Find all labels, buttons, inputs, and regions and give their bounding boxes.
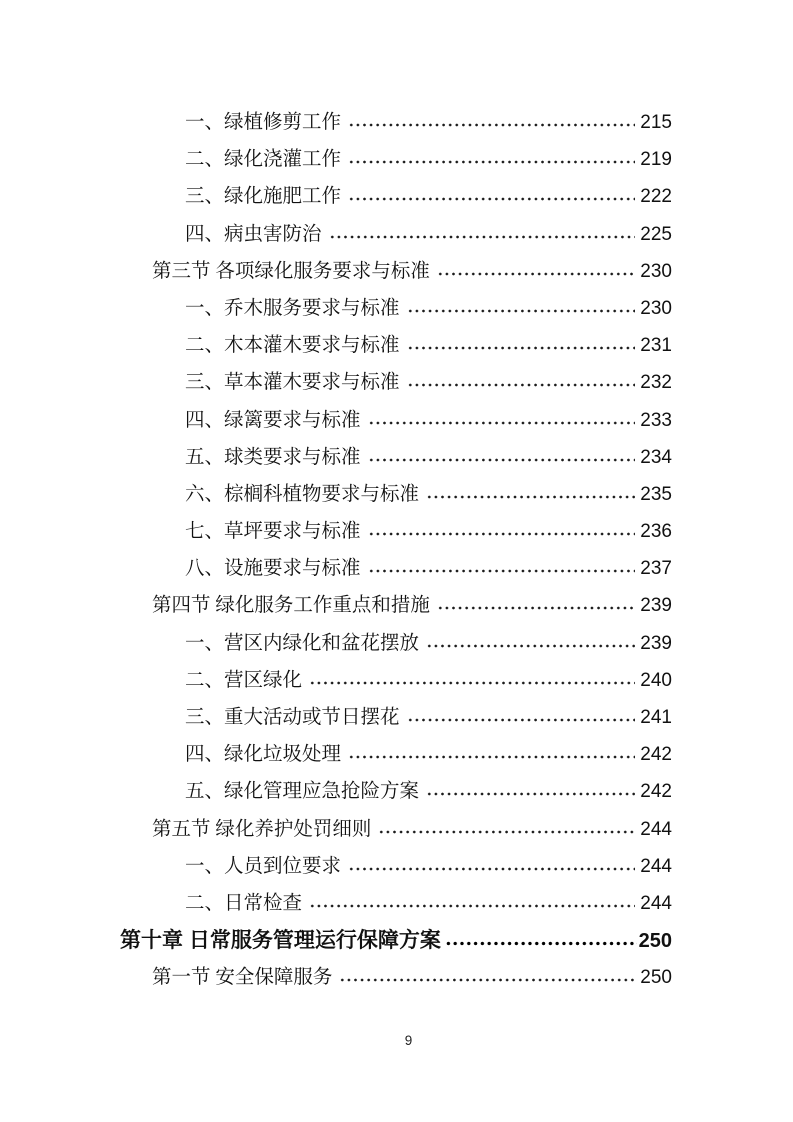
toc-entry-page-number: 231 — [640, 335, 672, 357]
toc-entry-title: 二、绿化浇灌工作 — [185, 149, 342, 171]
dot-leader — [368, 457, 636, 463]
toc-entry-title: 二、营区绿化 — [185, 669, 303, 691]
toc-entry-title: 三、重大活动或节日摆花 — [185, 707, 400, 728]
dot-leader — [339, 977, 635, 983]
toc-entry[interactable] — [120, 589, 672, 626]
toc-entry[interactable] — [120, 441, 672, 478]
dot-leader — [309, 903, 635, 909]
toc-entry-page-number: 222 — [640, 186, 672, 208]
dot-leader — [348, 196, 635, 202]
toc-entry[interactable] — [120, 366, 672, 403]
toc-entry-page-number: 230 — [640, 260, 672, 282]
dot-leader — [407, 345, 636, 351]
dot-leader — [368, 531, 636, 537]
toc-entry-page-number: 242 — [640, 744, 672, 766]
toc-entry-page-number: 230 — [640, 297, 672, 319]
toc-entry-title: 一、绿植修剪工作 — [185, 112, 342, 133]
toc-entry-page-number: 219 — [640, 149, 672, 171]
dot-leader — [368, 420, 636, 426]
toc-entry-title: 一、人员到位要求 — [185, 855, 342, 877]
toc-entry[interactable] — [120, 775, 672, 812]
toc-entry-page-number: 215 — [640, 112, 672, 133]
dot-leader — [426, 643, 635, 649]
toc-entry[interactable] — [120, 329, 672, 366]
toc-entry-title: 第五节 绿化养护处罚细则 — [152, 818, 372, 840]
table-of-contents — [120, 106, 672, 999]
toc-entry-title: 四、绿篱要求与标准 — [185, 409, 361, 431]
toc-entry-page-number: 244 — [640, 818, 672, 840]
footer-page-number: 9 — [404, 1033, 413, 1048]
dot-leader — [407, 717, 636, 723]
toc-entry[interactable] — [120, 924, 672, 961]
toc-entry[interactable] — [120, 515, 672, 552]
dot-leader — [437, 605, 635, 611]
dot-leader — [368, 568, 636, 574]
toc-entry-title: 四、病虫害防治 — [185, 223, 322, 245]
toc-entry-title: 八、设施要求与标准 — [185, 558, 361, 580]
toc-entry-title: 三、绿化施肥工作 — [185, 186, 342, 208]
toc-entry[interactable] — [120, 255, 672, 292]
toc-entry[interactable] — [120, 180, 672, 217]
toc-entry-title: 二、木本灌木要求与标准 — [185, 335, 400, 357]
dot-leader — [348, 159, 635, 165]
toc-entry-title: 五、绿化管理应急抢险方案 — [185, 781, 420, 803]
toc-entry-page-number: 240 — [640, 669, 672, 691]
toc-entry[interactable] — [120, 106, 672, 143]
toc-entry-page-number: 236 — [640, 521, 672, 543]
dot-leader — [309, 680, 635, 686]
toc-entry-page-number: 244 — [640, 855, 672, 877]
toc-entry-title: 第四节 绿化服务工作重点和措施 — [152, 595, 430, 617]
toc-entry-title: 七、草坪要求与标准 — [185, 521, 361, 543]
toc-entry-title: 六、棕榈科植物要求与标准 — [185, 483, 420, 505]
toc-entry-page-number: 242 — [640, 781, 672, 803]
dot-leader — [445, 940, 637, 947]
toc-entry[interactable] — [120, 404, 672, 441]
dot-leader — [348, 122, 635, 128]
dot-leader — [407, 308, 636, 314]
toc-entry-title: 一、营区内绿化和盆花摆放 — [185, 632, 420, 654]
dot-leader — [426, 791, 635, 797]
toc-entry-title: 一、乔木服务要求与标准 — [185, 297, 400, 319]
toc-entry-page-number: 232 — [640, 372, 672, 394]
toc-entry-title: 五、球类要求与标准 — [185, 446, 361, 468]
dot-leader — [329, 234, 636, 240]
toc-entry-page-number: 250 — [638, 930, 672, 953]
toc-entry[interactable] — [120, 664, 672, 701]
toc-entry[interactable] — [120, 738, 672, 775]
toc-entry-title: 第一节 安全保障服务 — [152, 967, 333, 989]
toc-entry[interactable] — [120, 478, 672, 515]
toc-entry-title: 四、绿化垃圾处理 — [185, 744, 342, 766]
toc-entry-title: 第三节 各项绿化服务要求与标准 — [152, 260, 430, 282]
dot-leader — [348, 754, 635, 760]
toc-entry[interactable] — [120, 627, 672, 664]
toc-entry-page-number: 235 — [640, 483, 672, 505]
dot-leader — [426, 494, 635, 500]
toc-entry[interactable] — [120, 701, 672, 738]
toc-entry[interactable] — [120, 292, 672, 329]
toc-entry[interactable] — [120, 813, 672, 850]
toc-entry-page-number: 250 — [640, 967, 672, 989]
toc-entry-title: 二、日常检查 — [185, 892, 303, 914]
toc-entry-page-number: 234 — [640, 446, 672, 468]
dot-leader — [378, 829, 635, 835]
toc-entry-page-number: 237 — [640, 558, 672, 580]
toc-entry-page-number: 241 — [640, 707, 672, 728]
toc-entry[interactable] — [120, 552, 672, 589]
dot-leader — [437, 271, 635, 277]
toc-entry-page-number: 244 — [640, 892, 672, 914]
toc-entry[interactable] — [120, 850, 672, 887]
page-footer — [0, 1033, 793, 1048]
toc-entry-title: 三、草本灌木要求与标准 — [185, 372, 400, 394]
toc-entry[interactable] — [120, 218, 672, 255]
toc-entry-page-number: 239 — [640, 632, 672, 654]
toc-entry-title: 第十章 日常服务管理运行保障方案 — [120, 929, 441, 953]
dot-leader — [407, 382, 636, 388]
toc-entry-page-number: 239 — [640, 595, 672, 617]
toc-entry-page-number: 233 — [640, 409, 672, 431]
toc-entry[interactable] — [120, 961, 672, 998]
toc-entry[interactable] — [120, 143, 672, 180]
toc-entry-page-number: 225 — [640, 223, 672, 245]
dot-leader — [348, 866, 635, 872]
toc-entry[interactable] — [120, 887, 672, 924]
